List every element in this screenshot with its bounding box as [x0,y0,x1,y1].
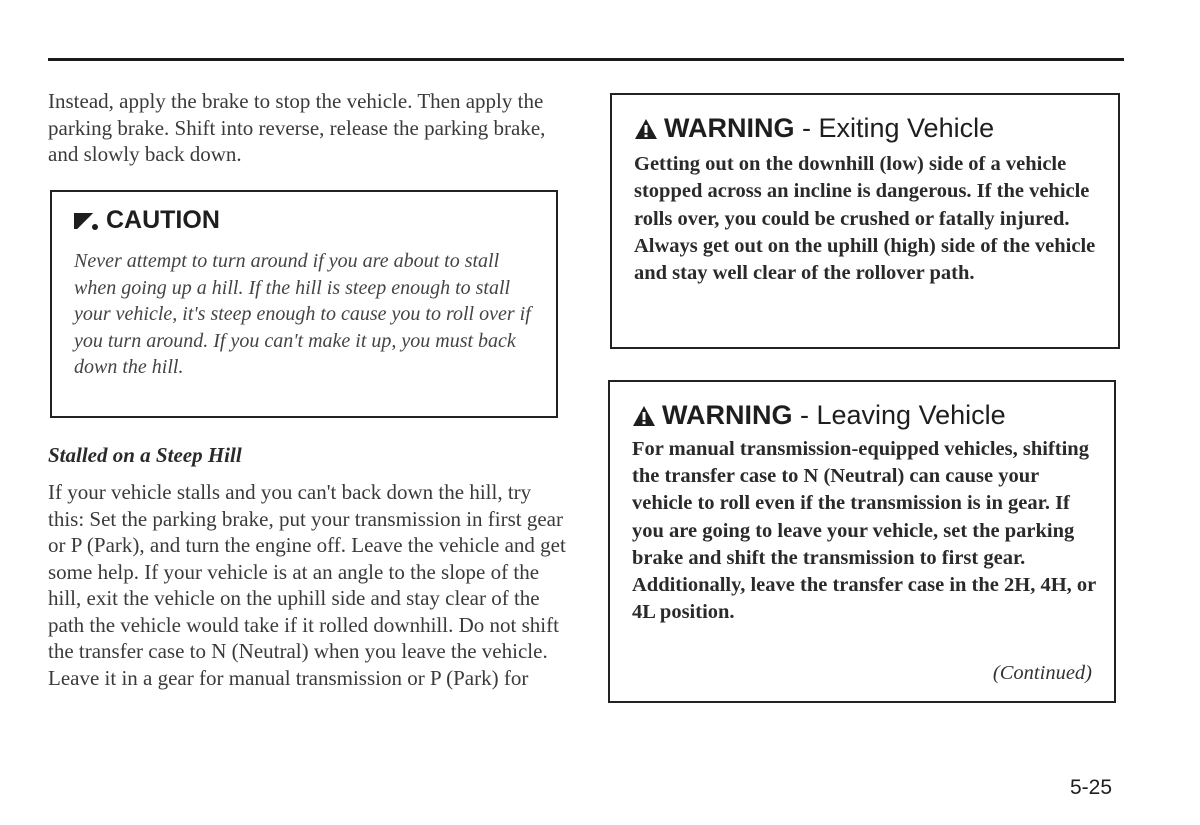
caution-text: Never attempt to turn around if you are about to stall when going up a hill. If the hill is steep enough to stall your vehicle, it's steep enough to cause you to roll over if you turn around. If you can't make it up, you must back down the hill. [74,250,531,378]
warning-leaving-vehicle-box [608,380,1116,703]
warning-subject: - Exiting Vehicle [794,113,995,143]
page-number: 5-25 [1070,776,1113,799]
top-rule [48,58,1124,61]
warning-text: For manual transmission-equipped vehicles, shifting the transfer case to N (Neutral) can cause your vehicle to roll even if the transmission is in gear. If you are going to leave your vehicle, set the parking brake and shift the transmission to first gear. Additionally, leave the transfer case in the 2H, 4H, or 4L position. [632,438,1096,624]
caution-box [50,190,558,418]
warning-subject: - Leaving Vehicle [792,400,1006,430]
warning-triangle-icon [632,405,656,427]
warning-label: WARNING [664,113,795,143]
warning-title [634,113,994,144]
intro-paragraph: Instead, apply the brake to stop the vehicle. Then apply the parking brake. Shift into reverse, release the parking brake, and slowly back down. [48,89,546,166]
caution-icon [72,210,100,232]
warning-triangle-icon [634,118,658,140]
warning-title [632,400,1006,431]
section-paragraph: If your vehicle stalls and you can't back down the hill, try this: Set the parking brake, put your transmission in first gear or P (Park), and turn the engine off. Leave the vehicle and get some help. If your vehicle is at an angle to the slope of the hill, exit the vehicle on the uphill side and stay clear of the path the vehicle would take if it rolled downhill. Do not shift the transfer case to N (Neutral) when you leave the vehicle. Leave it in a gear for manual transmission or P (Park) for [48,480,566,690]
section-heading: Stalled on a Steep Hill [48,443,242,467]
caution-label: CAUTION [106,206,220,234]
warning-exiting-vehicle-box [610,93,1120,349]
caution-title [72,206,220,235]
warning-label: WARNING [662,400,793,430]
warning-text: Getting out on the downhill (low) side of a vehicle stopped across an incline is dangerous. If the vehicle rolls over, you could be crushed or fatally injured. Always get out on the uphill (high) side of the vehicle and stay well clear of the rollover path. [634,153,1096,285]
continued-note: (Continued) [992,662,1092,684]
